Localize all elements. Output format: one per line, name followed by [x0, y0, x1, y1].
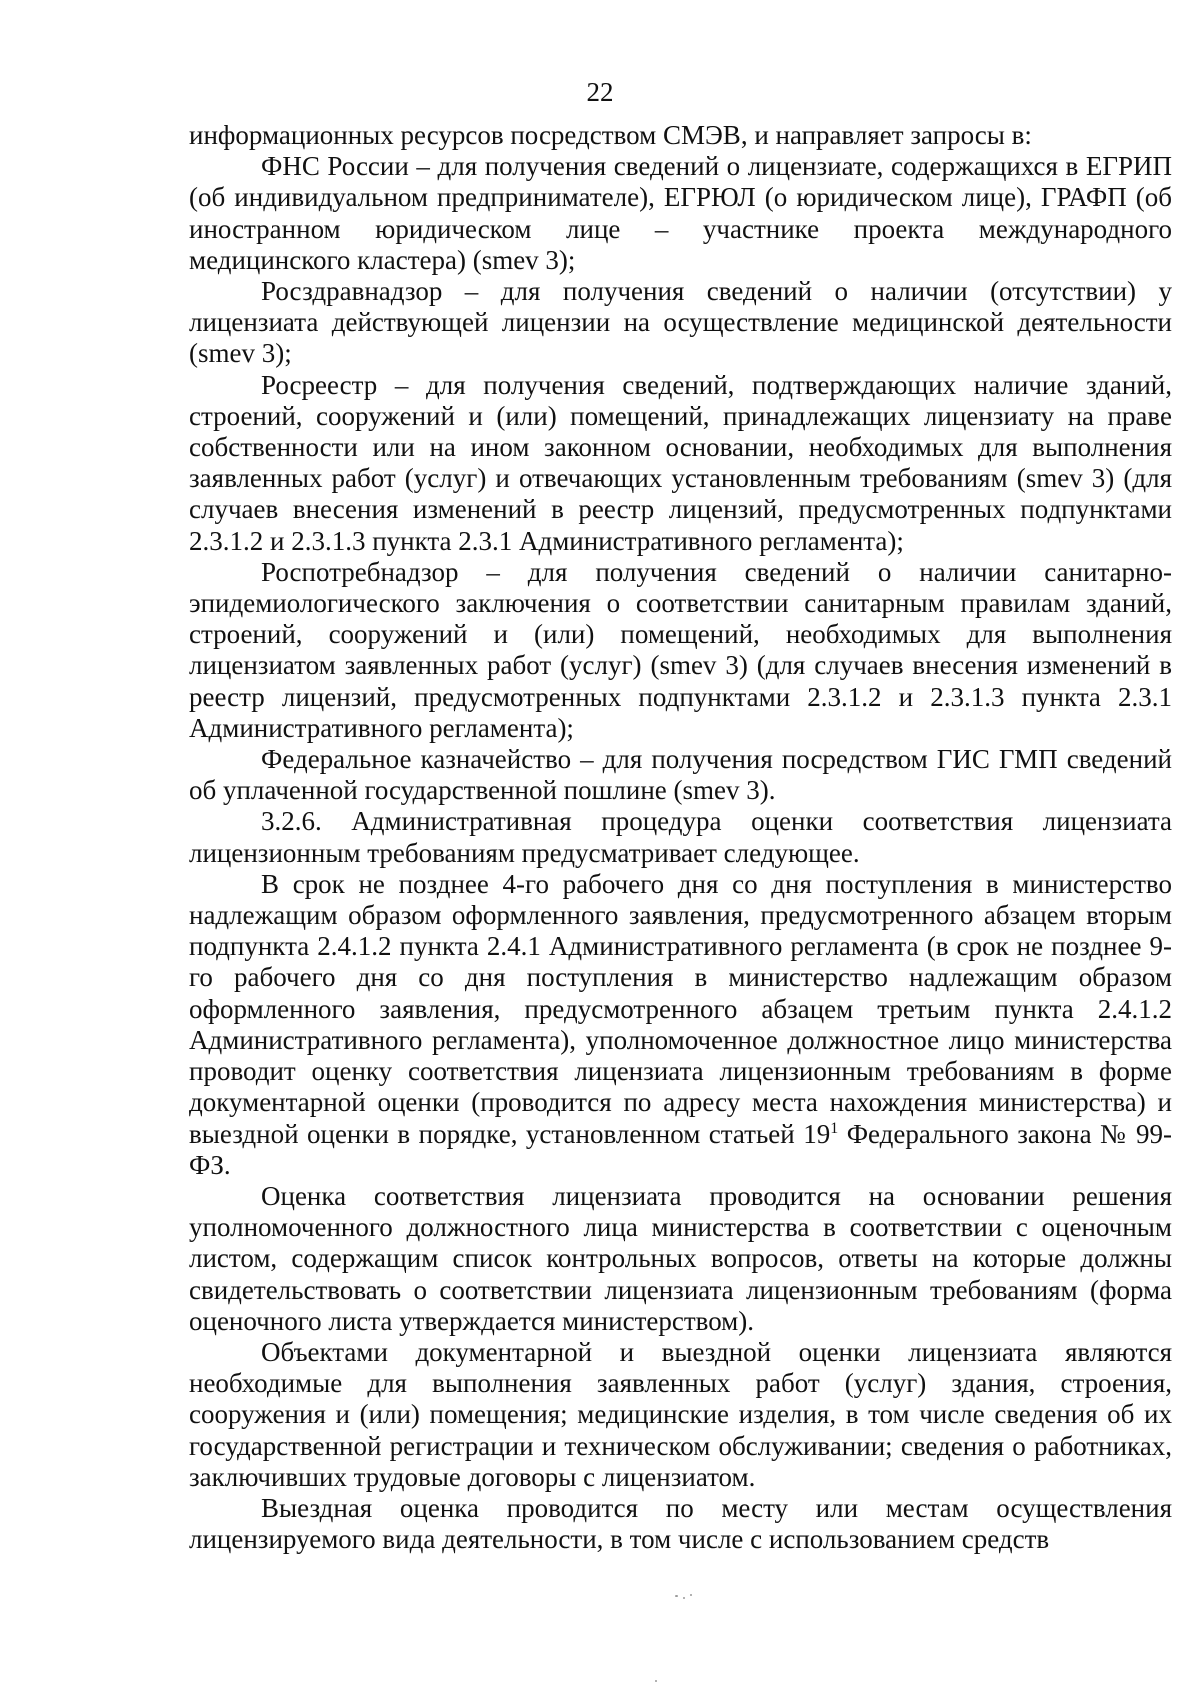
- paragraph-fns: ФНС России – для получения сведений о лицензиате, содержащихся в ЕГРИП (об индивидуальном предпринимателе), ЕГРЮЛ (о юридическом лице), ГРАФП (об иностранном юридическом лице – участнике проекта международного медицинского кластера) (smev 3);: [189, 151, 1172, 275]
- paragraph-continuation: информационных ресурсов посредством СМЭВ, и направляет запросы в:: [189, 120, 1032, 150]
- paragraph-rosreestr: Росреестр – для получения сведений, подтверждающих наличие зданий, строений, сооружений и (или) помещений, принадлежащих лицензиату на праве собственности или на ином законном основании, необходимых для выполнения заявленных работ (услуг) и отвечающих установленным требованиям (smev 3) (для случаев внесения изменений в реестр лицензий, предусмотренных подпунктами 2.3.1.2 и 2.3.1.3 пункта 2.3.1 Административного регламента);: [189, 369, 1172, 556]
- paragraph-onsite-assessment: Выездная оценка проводится по месту или местам осуществления лицензируемого вида деятельности, в том числе с использованием средств: [189, 1492, 1172, 1555]
- paragraph-deadline-text: В срок не позднее 4-го рабочего дня со дня поступления в министерство надлежащим образом оформленного заявления, предусмотренного абзацем вторым подпункта 2.4.1.2 пункта 2.4.1 Административного регламента (в срок не позднее 9-го рабочего дня со дня поступления в министерство надлежащим образом оформленного заявления, предусмотренного абзацем третьим пункта 2.4.1.2 Административного регламента), уполномоченное должностное лицо министерства проводит оценку соответствия лицензиата лицензионным требованиям в форме документарной оценки (проводится по адресу места нахождения министерства) и выездной оценки в порядке, установленном статьей 19: [189, 868, 1172, 1149]
- paragraph-roszdravnadzor: Росздравнадзор – для получения сведений о наличии (отсутствии) у лицензиата действующей лицензии на осуществление медицинской деятельности (smev 3);: [189, 276, 1172, 369]
- scan-speck: [690, 1594, 692, 1596]
- paragraph-deadline-tail: Федерального закона № 99-ФЗ.: [189, 1118, 1173, 1180]
- paragraph-treasury: Федеральное казначейство – для получения посредством ГИС ГМП сведений об уплаченной государственной пошлине (smev 3).: [189, 744, 1172, 806]
- scan-speck: [683, 1597, 685, 1599]
- paragraph-3-2-6: 3.2.6. Административная процедура оценки соответствия лицензиата лицензионным требованиям предусматривает следующее.: [189, 806, 1172, 868]
- scan-speck: [675, 1595, 678, 1597]
- paragraph-assessment-objects: Объектами документарной и выездной оценки лицензиата являются необходимые для выполнения заявленных работ (услуг) здания, строения, сооружения и (или) помещения; медицинские изделия, в том числе сведения об их государственной регистрации и техническом обслуживании; сведения о работниках, заключивших трудовые договоры с лицензиатом.: [189, 1336, 1172, 1492]
- page-number: 22: [586, 77, 614, 107]
- document-body: [189, 120, 1172, 1555]
- article-superscript: 1: [830, 1119, 839, 1137]
- scan-speck: [655, 1680, 657, 1682]
- paragraph-deadline: [189, 869, 1172, 1181]
- paragraph-assessment-basis: Оценка соответствия лицензиата проводится на основании решения уполномоченного должностного лица министерства в соответствии с оценочным листом, содержащим список контрольных вопросов, ответы на которые должны свидетельствовать о соответствии лицензиата лицензионным требованиям (форма оценочного листа утверждается министерством).: [189, 1180, 1172, 1336]
- paragraph-rospotrebnadzor: Роспотребнадзор – для получения сведений о наличии санитарно-эпидемиологического заключения о соответствии санитарным правилам зданий, строений, сооружений и (или) помещений, необходимых для выполнения лицензиатом заявленных работ (услуг) (smev 3) (для случаев внесения изменений в реестр лицензий, предусмотренных подпунктами 2.3.1.2 и 2.3.1.3 пункта 2.3.1 Административного регламента);: [189, 556, 1172, 743]
